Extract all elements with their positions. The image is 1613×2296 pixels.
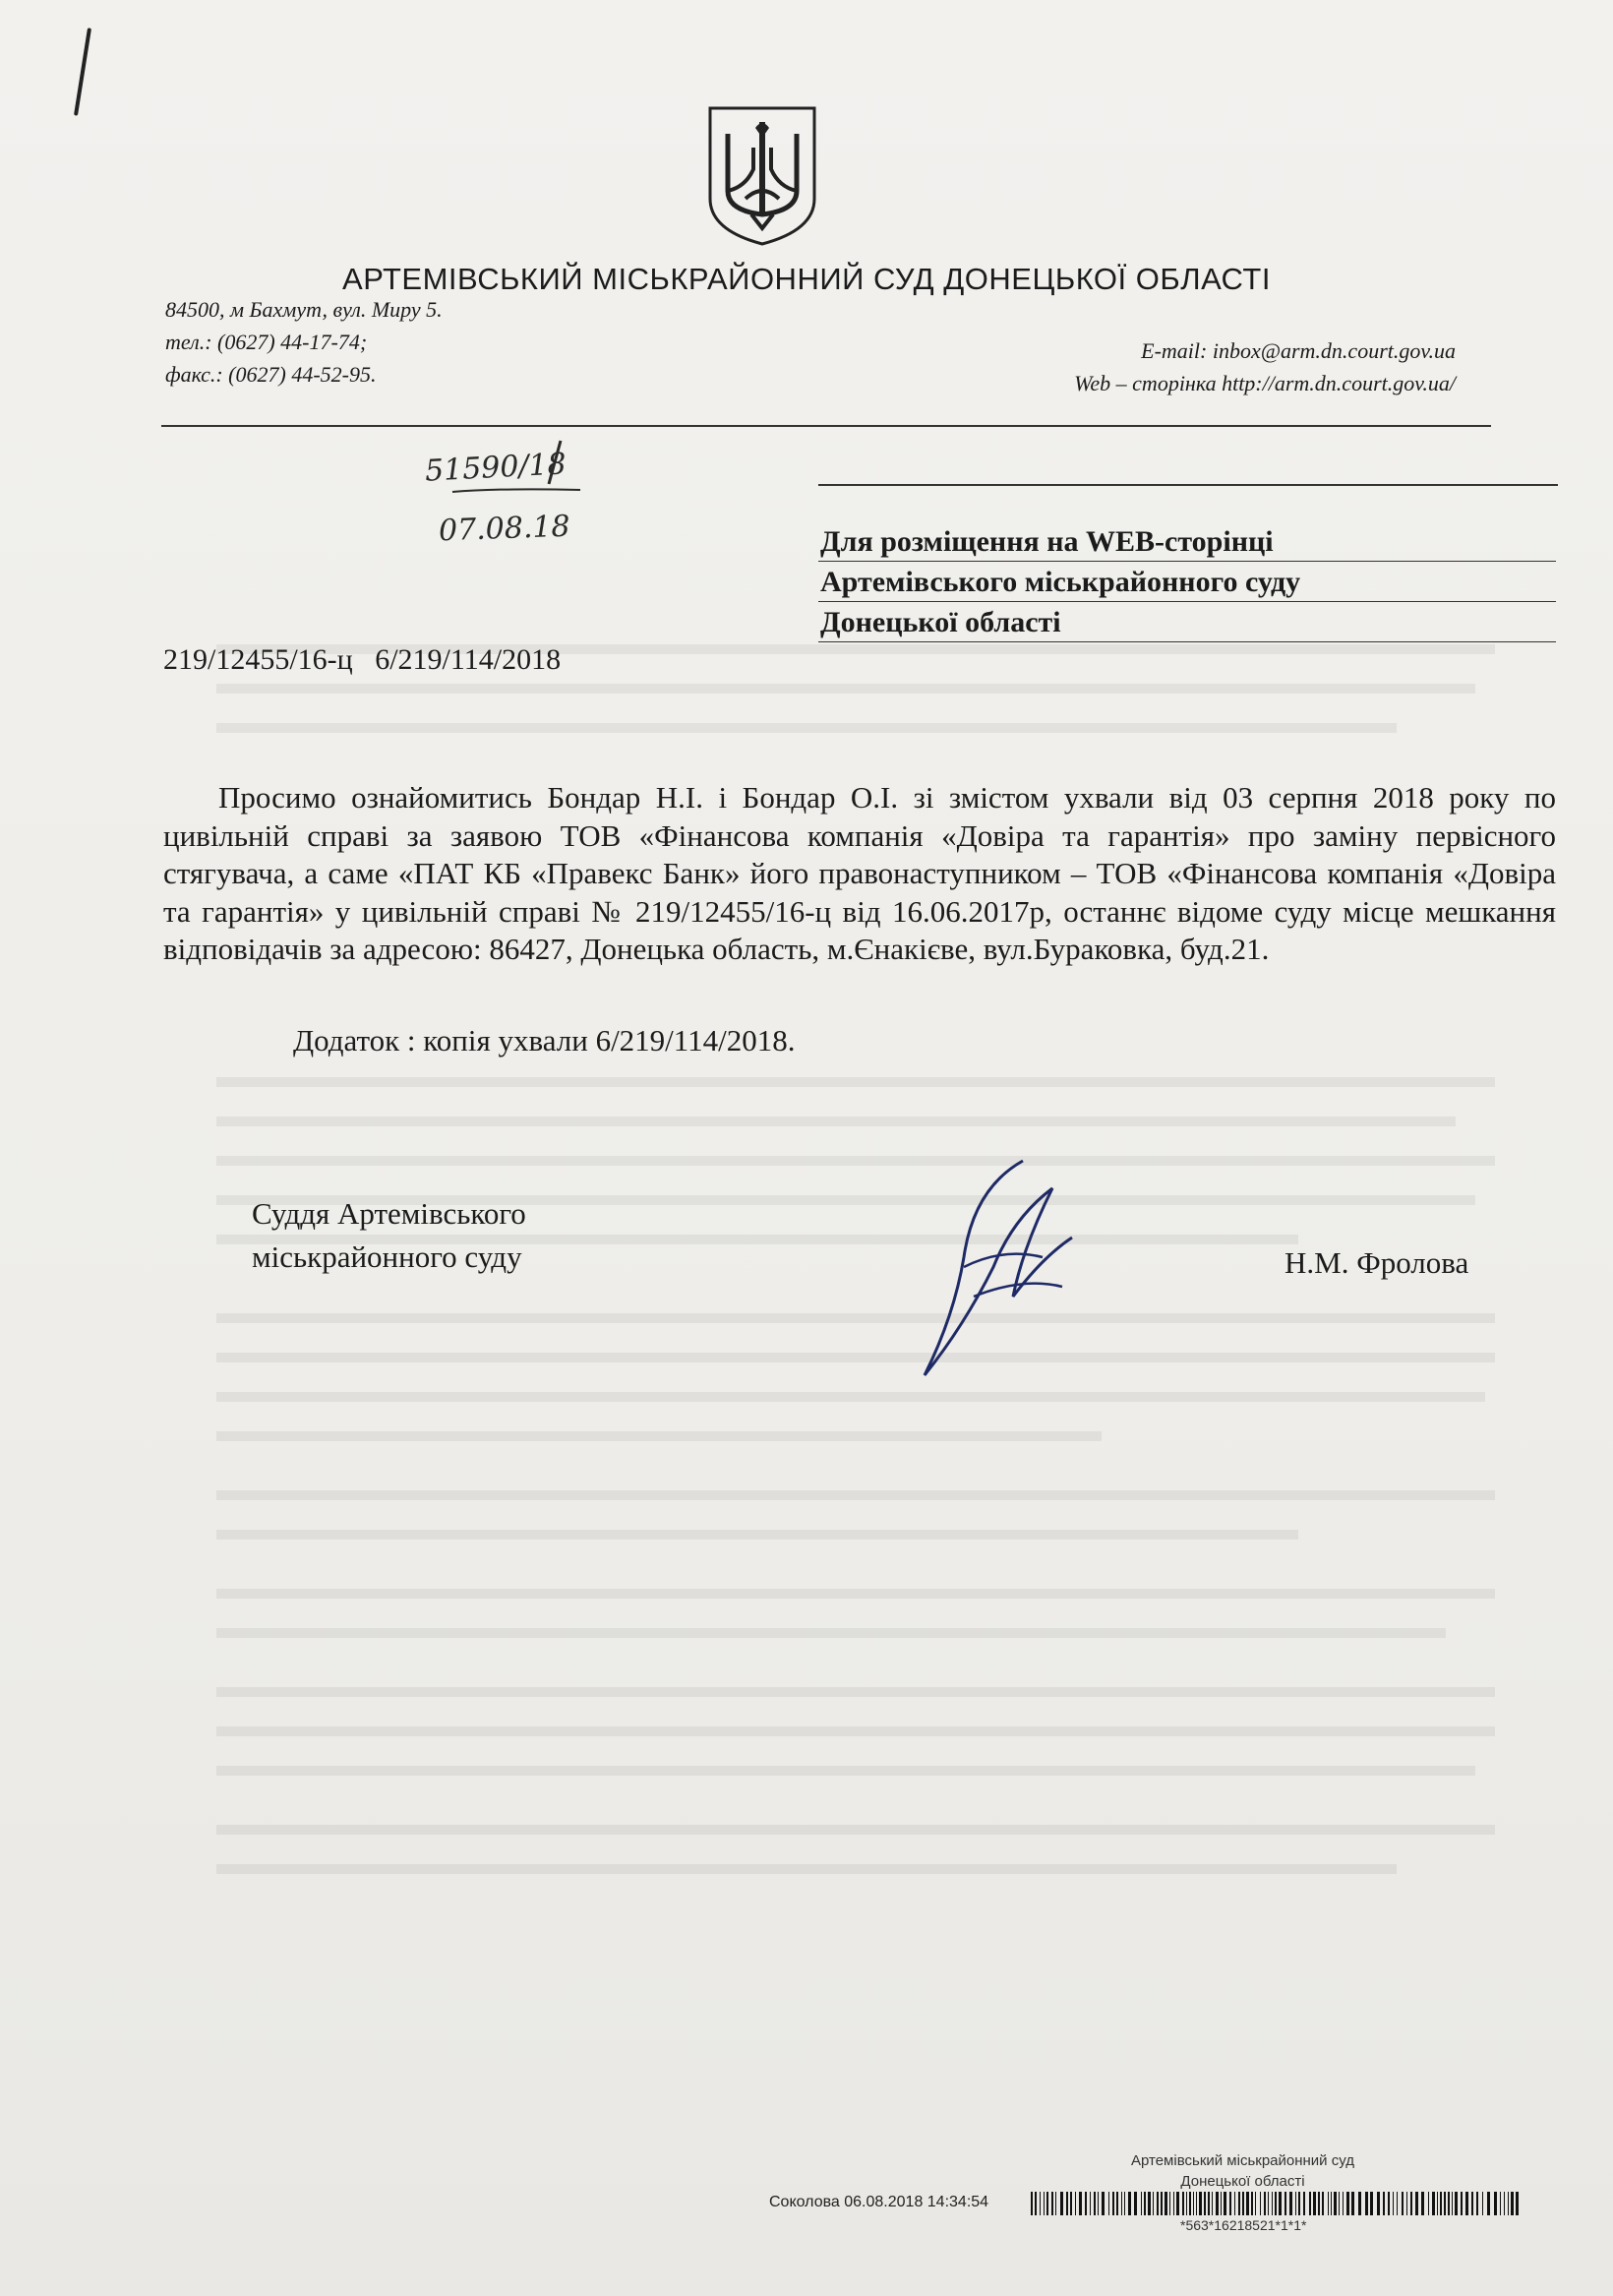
registry-barcode-code: *563*16218521*1*1* <box>1180 2217 1307 2233</box>
registry-barcode <box>1031 2192 1523 2215</box>
handwritten-corner-mark <box>74 28 91 116</box>
court-contacts <box>165 293 443 391</box>
request-paragraph: Просимо ознайомитись Бондар Н.І. і Бондар О.І. зі змістом ухвали від 03 серпня 2018 року по цивільній справі за заявою ТОВ «Фінансова компанія «Довіра та гарантія» про заміну первісного стягувача, а саме «ПАТ КБ «Правекс Банк» його правонаступником – ТОВ «Фінансова компанія «Довіра та гарантія» у цивільній справі № 219/12455/16-ц від 16.06.2017р, останнє відоме суду місце мешкання відповідачів за адресою: 86427, Донецька область, м.Єнакієве, вул.Бураковка, буд.21. <box>163 780 1556 966</box>
court-name-heading: АРТЕМІВСЬКИЙ МІСЬКРАЙОННИЙ СУД ДОНЕЦЬКОЇ ОБЛАСТІ <box>342 262 1271 296</box>
registry-clerk-datetime: Соколова 06.08.2018 14:34:54 <box>769 2194 989 2210</box>
handwritten-strokes <box>433 437 610 555</box>
court-online-contacts <box>1074 334 1456 399</box>
judge-name: Н.М. Фролова <box>1284 1245 1469 1280</box>
show-through-texture <box>216 610 1515 1987</box>
judge-title-line-2: міськрайонного суду <box>252 1239 522 1274</box>
recipient-line-2: Артемівського міськрайонного суду <box>818 564 1556 602</box>
registry-stamp-court <box>1131 2150 1354 2192</box>
attachment-line: Додаток : копія ухвали 6/219/114/2018. <box>293 1023 796 1057</box>
show-through-lines <box>216 610 1515 1987</box>
case-numbers: 219/12455/16-ц 6/219/114/2018 <box>163 643 562 676</box>
handwritten-registration-date: 07.08.18 <box>438 509 571 549</box>
trident-coat-of-arms-icon <box>706 104 818 248</box>
court-website: Web – сторінка http://arm.dn.court.gov.ua/ <box>1074 371 1456 395</box>
header-divider <box>161 425 1491 427</box>
recipient-line-3: Донецької області <box>818 604 1556 642</box>
handwritten-registration-number: 51590/18 <box>424 447 568 489</box>
court-address: 84500, м Бахмут, вул. Миру 5. <box>165 297 443 322</box>
registry-court-line-2: Донецької області <box>1180 2173 1305 2190</box>
court-phone: тел.: (0627) 44-17-74; <box>165 330 368 354</box>
registry-court-line-1: Артемівський міськрайонний суд <box>1131 2152 1354 2169</box>
court-email: E-mail: inbox@arm.dn.court.gov.ua <box>1141 338 1456 363</box>
recipient-top-line <box>818 484 1558 486</box>
court-fax: факс.: (0627) 44-52-95. <box>165 362 377 387</box>
judge-title-line-1: Суддя Артемівського <box>252 1196 526 1231</box>
recipient-line-1: Для розміщення на WEB-сторінці <box>818 523 1556 562</box>
